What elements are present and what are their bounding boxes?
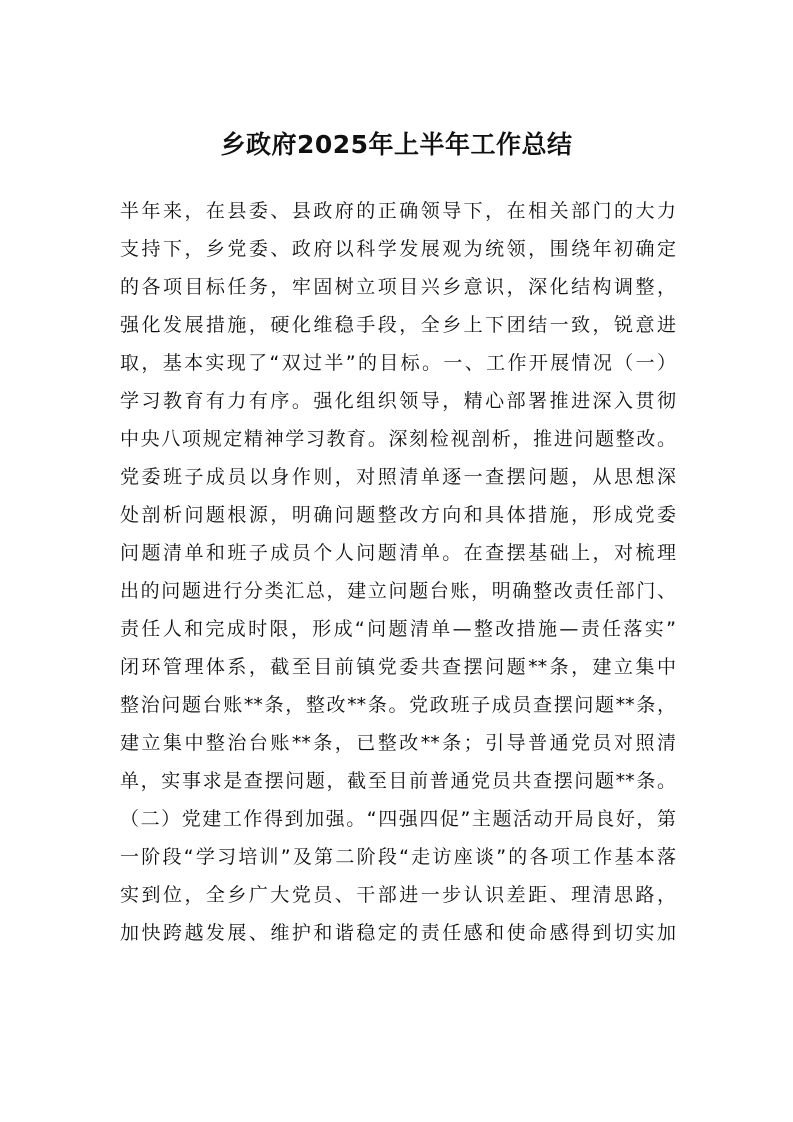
- body-line: 责任人和完成时限，形成“问题清单—整改措施—责任落实”: [120, 618, 676, 640]
- body-line: 强化发展措施，硬化维稳手段，全乡上下团结一致，锐意进: [120, 314, 676, 336]
- body-line: 闭环管理体系，截至目前镇党委共查摆问题**条，建立集中: [120, 656, 676, 678]
- body-line: 问题清单和班子成员个人问题清单。在查摆基础上，对梳理: [120, 542, 676, 564]
- body-line: 支持下，乡党委、政府以科学发展观为统领，围绕年初确定: [120, 238, 676, 260]
- body-line: 建立集中整治台账**条，已整改**条；引导普通党员对照清: [120, 732, 676, 754]
- body-line: 出的问题进行分类汇总，建立问题台账，明确整改责任部门、: [120, 580, 676, 602]
- body-line: （二）党建工作得到加强。“四强四促”主题活动开局良好，第: [120, 808, 676, 830]
- body-line: 单，实事求是查摆问题，截至目前普通党员共查摆问题**条。: [120, 770, 676, 792]
- body-line: 党委班子成员以身作则，对照清单逐一查摆问题，从思想深: [120, 466, 676, 488]
- body-line: 的各项目标任务，牢固树立项目兴乡意识，深化结构调整，: [120, 276, 676, 298]
- body-line: 加快跨越发展、维护和谐稳定的责任感和使命感得到切实加: [120, 922, 676, 944]
- body-line: 处剖析问题根源，明确问题整改方向和具体措施，形成党委: [120, 504, 676, 526]
- body-line: 整治问题台账**条，整改**条。党政班子成员查摆问题**条，: [120, 694, 676, 716]
- document-title: 乡政府2025年上半年工作总结: [220, 130, 573, 159]
- document-body: [120, 192, 676, 952]
- body-line: 一阶段“学习培训”及第二阶段“走访座谈”的各项工作基本落: [120, 846, 676, 868]
- body-line: 中央八项规定精神学习教育。深刻检视剖析，推进问题整改。: [120, 428, 676, 450]
- body-line: 半年来，在县委、县政府的正确领导下，在相关部门的大力: [120, 200, 676, 222]
- body-line: 取，基本实现了“双过半”的目标。一、工作开展情况（一）: [120, 352, 676, 374]
- body-line: 学习教育有力有序。强化组织领导，精心部署推进深入贯彻: [120, 390, 676, 412]
- body-line: 实到位，全乡广大党员、干部进一步认识差距、理清思路，: [120, 884, 676, 906]
